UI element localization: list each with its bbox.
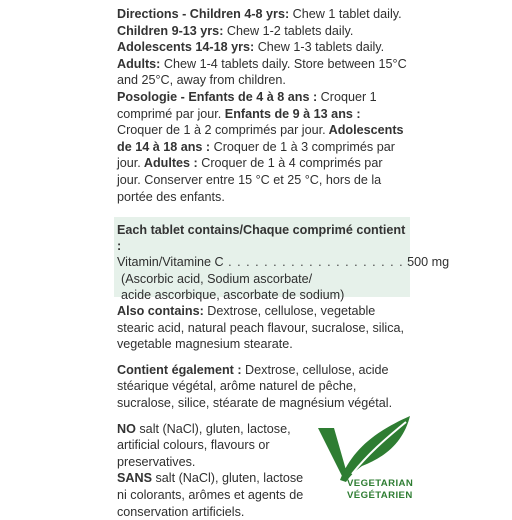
ingredient-name: Vitamin/Vitamine C	[117, 255, 224, 270]
text: Chew 1-2 tablets daily.	[223, 23, 354, 38]
label: Adults:	[117, 56, 161, 71]
contient-egalement	[117, 362, 407, 412]
text: Croquer de 1 à 2 comprimés par jour.	[117, 123, 326, 138]
directions-adolescents	[117, 39, 407, 56]
text: Chew 1-3 tablets daily.	[254, 40, 385, 55]
directions-adults	[117, 56, 407, 89]
label: Contient également :	[117, 362, 242, 377]
directions-children-9-13	[117, 23, 407, 40]
no-statement	[117, 421, 335, 471]
text: Chew 1 tablet daily.	[289, 7, 402, 21]
text: Croquer 1 comprimé par jour.	[117, 89, 377, 121]
logo-label-fr: VÉGÉTARIEN	[347, 490, 413, 501]
label: Children 9-13 yrs:	[117, 23, 224, 38]
text: Dextrose, cellulose, vegetable stearic acid, natural peach flavour, sucralose, silica, vegetable magnesium stearate.	[117, 304, 404, 352]
text: Dextrose, cellulose, acide stéarique végétal, arôme naturel de pêche, sucralose, silice, stéarate de magnésium végétal.	[117, 362, 393, 410]
posologie-paragraph	[117, 89, 407, 205]
directions-section	[117, 6, 407, 205]
also-contains	[117, 303, 407, 353]
text: salt (NaCl), gluten, lactose, artificial colours, flavours or preservatives.	[117, 421, 291, 469]
label: Adultes :	[140, 156, 198, 171]
ingredient-source-fr: acide ascorbique, ascorbate de sodium)	[121, 287, 345, 302]
label: Directions - Children 4-8 yrs:	[117, 7, 290, 21]
ingredient-row	[117, 254, 450, 270]
label: Adolescents 14-18 yrs:	[117, 40, 255, 55]
text: Croquer de 1 à 3 comprimés par jour.	[117, 139, 395, 171]
contents-panel	[114, 217, 450, 302]
ingredient-dots: . . . . . . . . . . . . . . . . . . . .	[223, 255, 404, 270]
label: Adolescents de 14 à 18 ans :	[117, 123, 404, 154]
label: NO	[117, 421, 136, 436]
label: Posologie - Enfants de 4 à 8 ans :	[117, 89, 318, 104]
logo-label-en: VEGETARIAN	[347, 478, 414, 489]
label: Also contains:	[117, 304, 204, 318]
text: salt (NaCl), gluten, lactose ni colorants, arômes et agents de conservation artificiels.	[117, 471, 304, 519]
sans-statement	[117, 470, 307, 520]
ingredient-source-en: (Ascorbic acid, Sodium ascorbate/	[121, 271, 313, 286]
contents-heading: Each tablet contains/Chaque comprimé contient :	[117, 223, 406, 254]
label: Enfants de 9 à 13 ans :	[221, 106, 361, 121]
text: Chew 1-4 tablets daily. Store between 15°C and 25°C, away from children.	[117, 56, 407, 88]
text: Croquer de 1 à 4 comprimés par jour. Conserver entre 15 °C et 25 °C, hors de la portée des enfants.	[117, 156, 383, 204]
label: SANS	[117, 471, 152, 486]
ingredient-amount: 500 mg	[407, 255, 450, 270]
directions-children-4-8	[117, 6, 407, 23]
